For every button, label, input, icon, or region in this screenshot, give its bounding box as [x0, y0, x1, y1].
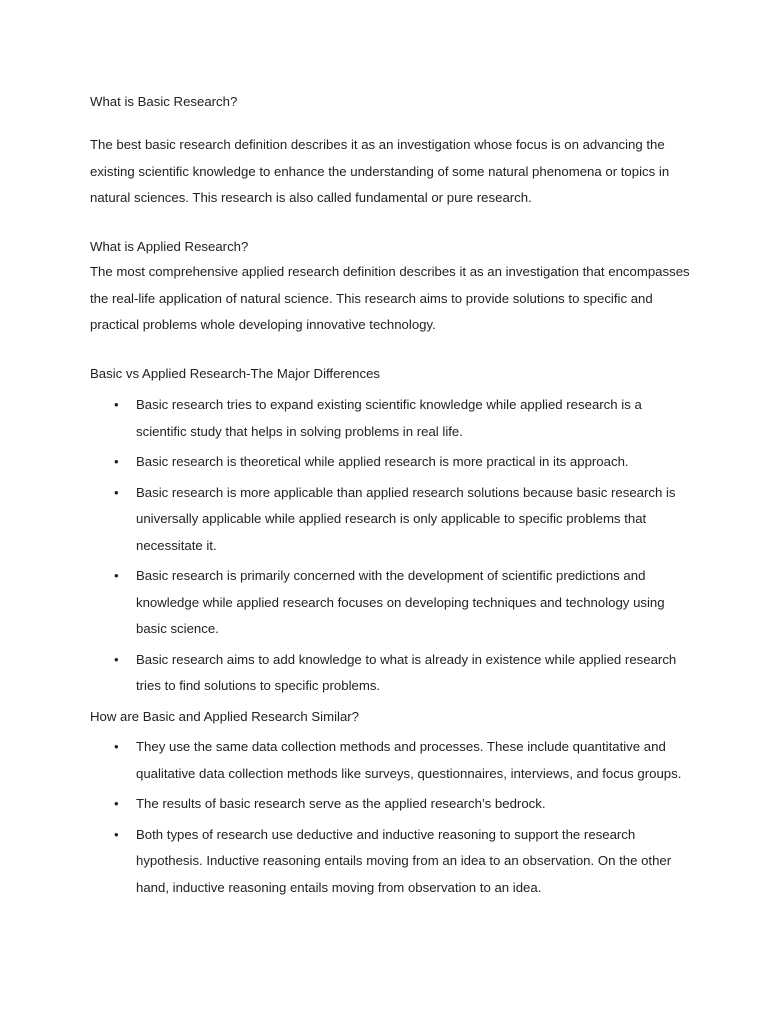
- list-item: [90, 734, 690, 787]
- list-item: [90, 392, 690, 445]
- bullet-icon: •: [114, 796, 119, 811]
- list-item-text: They use the same data collection methods and processes. These include quantitative and qualitative data collection methods like surveys, questionnaires, interviews, and focus groups.: [136, 739, 682, 781]
- similarities-list: [90, 734, 690, 905]
- list-item-text: Basic research aims to add knowledge to what is already in existence while applied research tries to find solutions to specific problems.: [136, 651, 677, 693]
- differences-heading: Basic vs Applied Research-The Major Differences: [90, 366, 381, 381]
- applied-research-heading: What is Applied Research?: [90, 239, 249, 254]
- bullet-icon: •: [114, 454, 119, 469]
- bullet-icon: •: [114, 484, 119, 500]
- list-item-text: Both types of research use deductive and inductive reasoning to support the research hypothesis. Inductive reasoning entails moving from an idea to an observation. On the other hand, inductive reasoning entails moving from observation to an idea.: [136, 826, 672, 895]
- similarities-heading: How are Basic and Applied Research Similar?: [90, 709, 360, 724]
- list-item: [90, 563, 690, 643]
- list-item: [90, 822, 690, 902]
- list-item: [90, 791, 690, 818]
- list-item-text: Basic research is primarily concerned with the development of scientific predictions and knowledge while applied research focuses on developing techniques and technology using basic science.: [136, 568, 665, 636]
- basic-research-heading: What is Basic Research?: [90, 94, 238, 109]
- bullet-icon: •: [114, 739, 119, 754]
- bullet-icon: •: [114, 568, 119, 583]
- basic-research-paragraph: The best basic research definition describes it as an investigation whose focus is on advancing the existing scientific knowledge to enhance the understanding of some natural phenomena or topics in natural sciences. This research is also called fundamental or pure research.: [90, 137, 670, 205]
- list-item-text: Basic research is more applicable than applied research solutions because basic research is universally applicable while applied research is only applicable to specific problems that necessitate it.: [136, 484, 676, 553]
- applied-research-paragraph: The most comprehensive applied research definition describes it as an investigation that encompasses the real-life application of natural science. This research aims to provide solutions to specific and practical problems whole developing innovative technology.: [90, 264, 690, 332]
- list-item-text: Basic research tries to expand existing scientific knowledge while applied research is a scientific study that helps in solving problems in real life.: [136, 397, 642, 439]
- list-item: [90, 449, 690, 476]
- list-item-text: The results of basic research serve as the applied research’s bedrock.: [136, 796, 546, 811]
- differences-list: [90, 392, 690, 704]
- bullet-icon: •: [114, 397, 119, 412]
- bullet-icon: •: [114, 651, 119, 667]
- list-item-text: Basic research is theoretical while applied research is more practical in its approach.: [136, 454, 629, 469]
- list-item: [90, 647, 690, 700]
- bullet-icon: •: [114, 826, 119, 842]
- list-item: [90, 480, 690, 560]
